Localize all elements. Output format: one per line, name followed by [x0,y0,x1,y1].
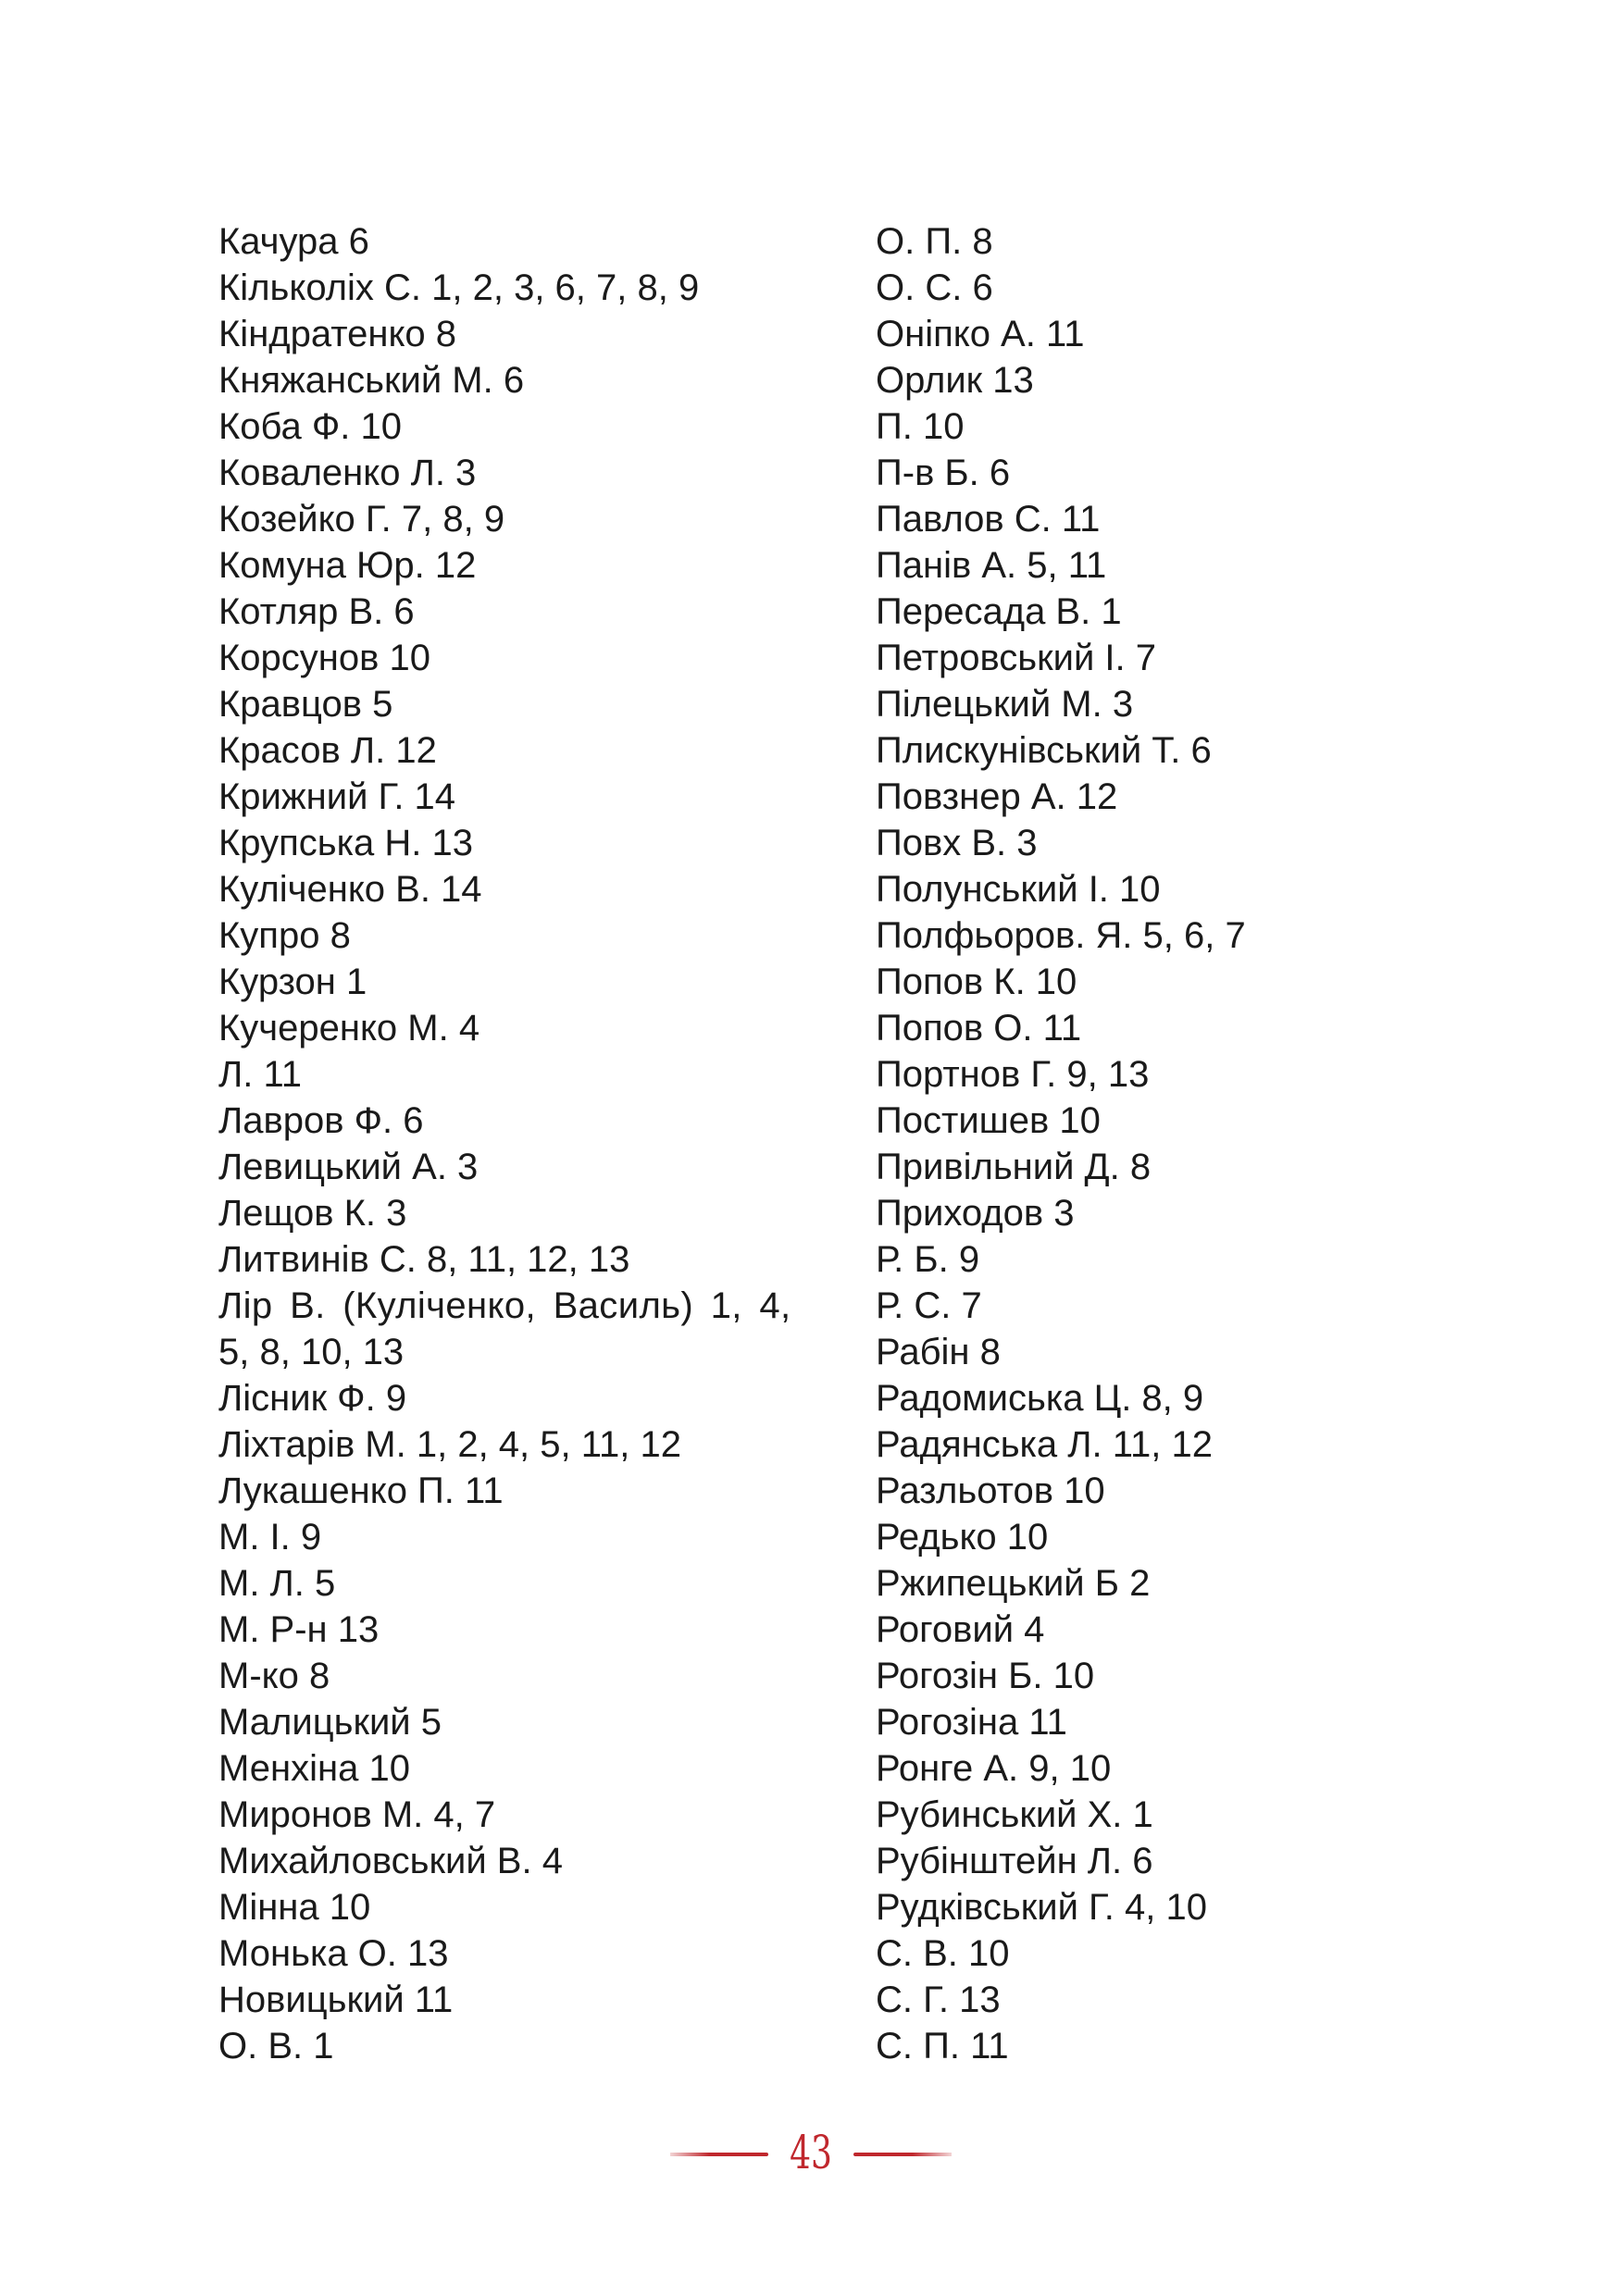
index-entry: М. Л. 5 [218,1563,336,1604]
index-entry: Пілецький М. 3 [876,684,1134,725]
index-entry: С. Г. 13 [876,1980,1001,2020]
index-entry: С. П. 11 [876,2026,1009,2066]
index-entry: М. І. 9 [218,1517,322,1558]
index-entry: Миронов М. 4, 7 [218,1794,496,1835]
index-entry: Редько 10 [876,1517,1049,1558]
index-entry: Рубінштейн Л. 6 [876,1841,1153,1881]
index-entry: Литвинів С. 8, 11, 12, 13 [218,1239,630,1280]
index-entry: О. С. 6 [876,267,993,308]
index-entry: Полунський І. 10 [876,869,1161,910]
index-entry: Михайловський В. 4 [218,1841,563,1881]
index-entry: Л. 11 [218,1054,302,1095]
index-entry: Попов О. 11 [876,1008,1082,1049]
index-entry: Лещов К. 3 [218,1193,407,1234]
index-entry: Ронге А. 9, 10 [876,1748,1112,1789]
index-entry: Р. С. 7 [876,1285,982,1326]
footer-rule-left [670,2153,768,2156]
index-entry: Полфьоров. Я. 5, 6, 7 [876,915,1246,956]
index-entry: Павлов С. 11 [876,499,1101,540]
index-entry: Котляр В. 6 [218,591,415,632]
index-entry: Кільколіх С. 1, 2, 3, 6, 7, 8, 9 [218,267,700,308]
index-entry: Кучеренко М. 4 [218,1008,480,1049]
index-entry: С. В. 10 [876,1933,1010,1974]
index-entry: Крижний Г. 14 [218,776,456,817]
index-entry: Княжанський М. 6 [218,360,525,401]
index-entry: Корсунов 10 [218,638,430,678]
index-entry: Р. Б. 9 [876,1239,980,1280]
index-column-left [218,218,811,2069]
index-entry: Петровський І. 7 [876,638,1157,678]
index-entry: Кравцов 5 [218,684,393,725]
index-entry: Рубинський Х. 1 [876,1794,1153,1835]
index-entry: Рогозіна 11 [876,1702,1067,1743]
index-entry: Постишев 10 [876,1100,1101,1141]
index-entry: Радянська Л. 11, 12 [876,1424,1213,1465]
index-entry: Купро 8 [218,915,351,956]
index-entry: Мінна 10 [218,1887,371,1928]
index-entry: Новицький 11 [218,1980,454,2020]
index-entry: Монька О. 13 [218,1933,449,1974]
index-entry: Коба Ф. 10 [218,406,403,447]
index-entry: Оніпко А. 11 [876,314,1085,354]
index-entry-continuation: 5, 8, 10, 13 [218,1332,405,1372]
index-entry: О. В. 1 [218,2026,334,2066]
index-entry: Рудківський Г. 4, 10 [876,1887,1207,1928]
index-entry: Комуна Юр. 12 [218,545,477,586]
index-entry: Курзон 1 [218,962,367,1002]
page-footer [0,2125,1619,2180]
index-entry: Панів А. 5, 11 [876,545,1107,586]
index-entry: Привільний Д. 8 [876,1147,1152,1187]
index-entry: Качура 6 [218,221,369,262]
index-column-right [876,218,1468,2069]
index-entry: Приходов 3 [876,1193,1075,1234]
index-entry: Попов К. 10 [876,962,1077,1002]
index-entry: Разльотов 10 [876,1471,1105,1511]
index-entry: М. Р-н 13 [218,1609,380,1650]
index-entry: Малицький 5 [218,1702,442,1743]
index-entry: Ліхтарів М. 1, 2, 4, 5, 11, 12 [218,1424,681,1465]
index-entry: Лавров Ф. 6 [218,1100,424,1141]
index-entry: Лір В. (Куліченко, Василь) 1, 4, [218,1285,791,1326]
index-entry: Козейко Г. 7, 8, 9 [218,499,505,540]
index-entry: Портнов Г. 9, 13 [876,1054,1150,1095]
page-number: 43 [790,2126,832,2179]
index-entry: Роговий 4 [876,1609,1045,1650]
index-entry: Повх В. 3 [876,823,1038,863]
index-entry: П-в Б. 6 [876,453,1011,493]
index-entry: Орлик 13 [876,360,1034,401]
index-entry: Рабін 8 [876,1332,1001,1372]
index-entry: Плискунівський Т. 6 [876,730,1212,771]
index-entry: О. П. 8 [876,221,993,262]
index-entry: Лісник Ф. 9 [218,1378,407,1419]
index-entry: Коваленко Л. 3 [218,453,477,493]
index-entry: Красов Л. 12 [218,730,437,771]
index-entry: Радомиська Ц. 8, 9 [876,1378,1204,1419]
index-entry: Рогозін Б. 10 [876,1656,1095,1696]
index-entry: Повзнер А. 12 [876,776,1118,817]
index-entry: Кіндратенко 8 [218,314,456,354]
index-entry: Лукашенко П. 11 [218,1471,504,1511]
index-entry: Левицький А. 3 [218,1147,479,1187]
index-entry: Пересада В. 1 [876,591,1122,632]
index-entry: Куліченко В. 14 [218,869,482,910]
index-entry: М-ко 8 [218,1656,330,1696]
index-entry: Крупська Н. 13 [218,823,473,863]
index-entry: Менхіна 10 [218,1748,410,1789]
footer-rule-right [853,2153,952,2156]
index-entry: Ржипецький Б 2 [876,1563,1151,1604]
index-entry: П. 10 [876,406,965,447]
